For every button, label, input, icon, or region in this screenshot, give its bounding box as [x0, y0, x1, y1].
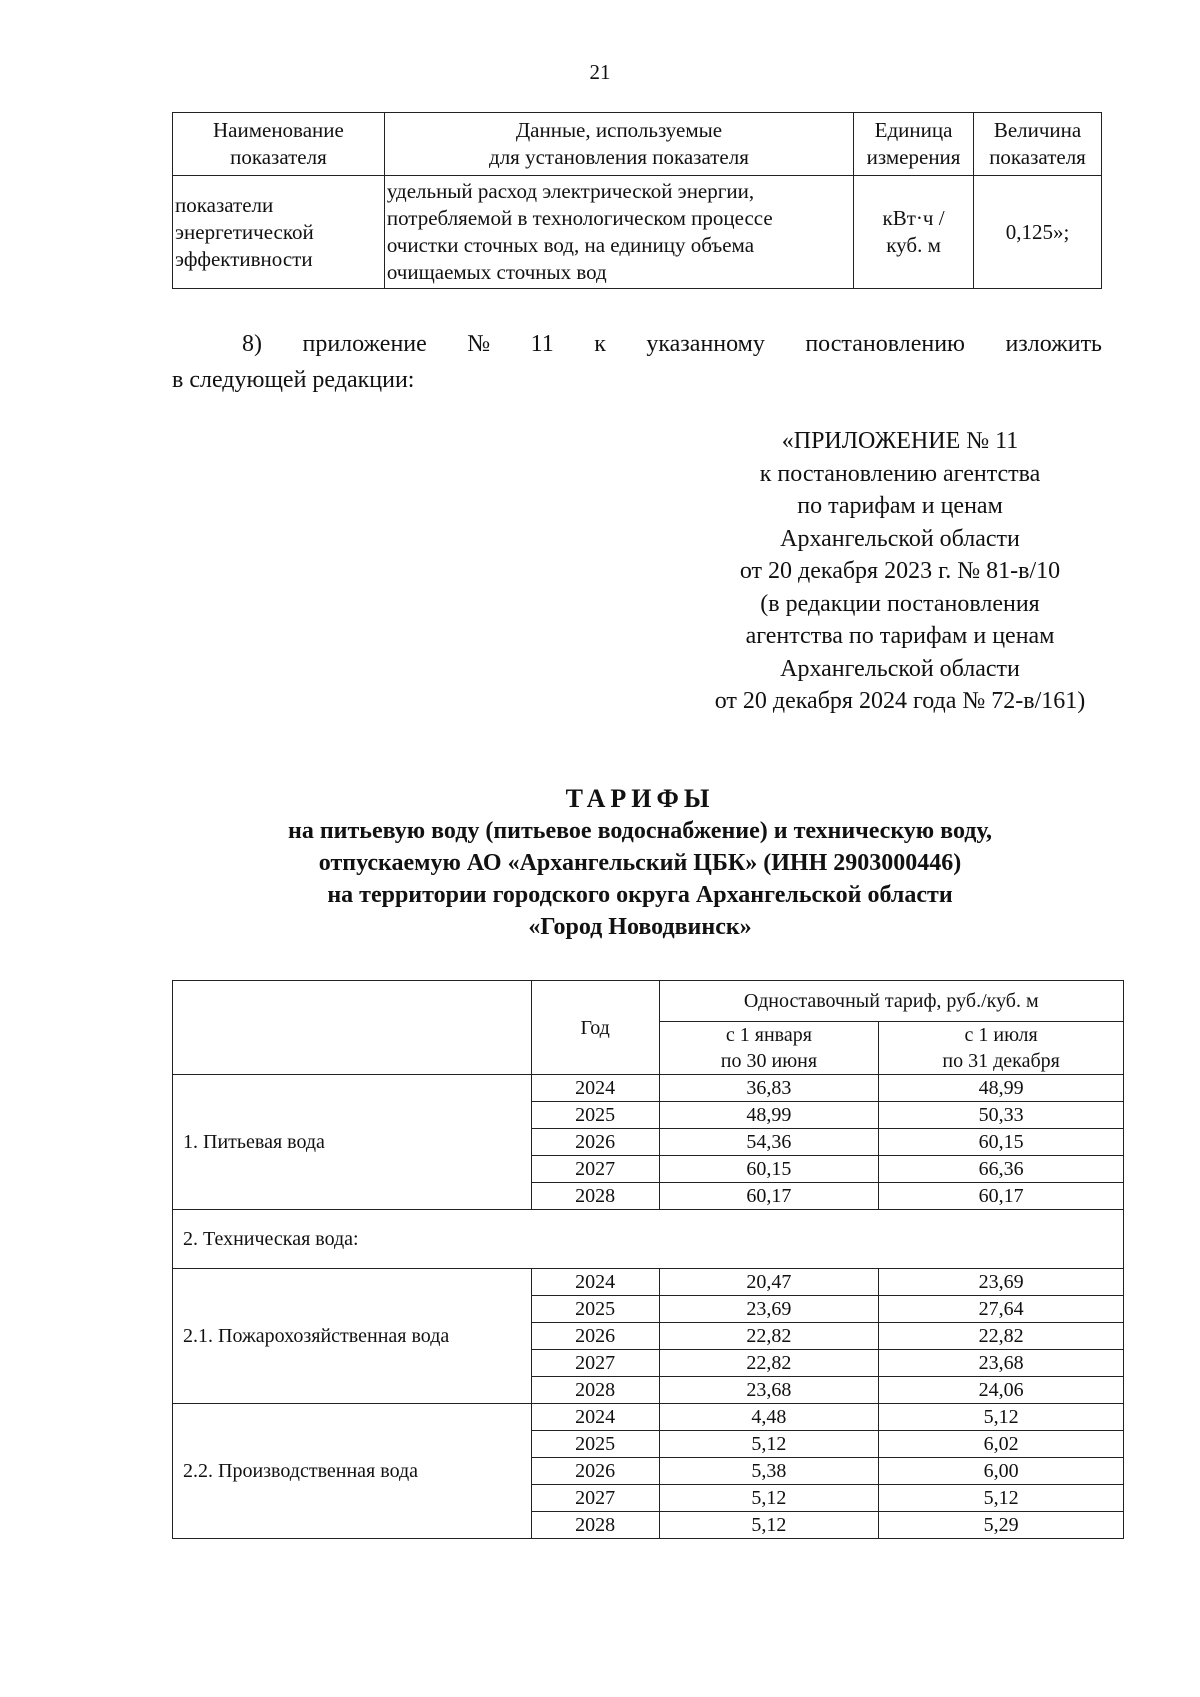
tariff-cell: 23,69	[659, 1296, 879, 1323]
tariff-cell: 27,64	[879, 1296, 1124, 1323]
tariff-cell: 36,83	[659, 1075, 879, 1102]
indicator-table-header	[173, 113, 1102, 176]
tariff-cell: 5,12	[659, 1485, 879, 1512]
year-cell: 2027	[531, 1485, 659, 1512]
header-empty	[173, 981, 532, 1075]
tariff-cell: 5,12	[659, 1512, 879, 1539]
year-cell: 2027	[531, 1156, 659, 1183]
year-cell: 2028	[531, 1512, 659, 1539]
year-cell: 2026	[531, 1458, 659, 1485]
header-name: Наименование показателя	[173, 113, 385, 176]
table-row	[173, 1269, 1124, 1296]
header-data: Данные, используемые для установления показателя	[384, 113, 853, 176]
tariff-cell: 5,29	[879, 1512, 1124, 1539]
tariff-header-row	[173, 981, 1124, 1022]
tariff-cell: 22,82	[879, 1323, 1124, 1350]
indicator-name: показатели энергетической эффективности	[173, 176, 385, 289]
tariff-cell: 20,47	[659, 1269, 879, 1296]
year-cell: 2026	[531, 1129, 659, 1156]
header-period-1: с 1 января по 30 июня	[659, 1022, 879, 1075]
year-cell: 2025	[531, 1296, 659, 1323]
indicator-table	[172, 112, 1102, 289]
table-row	[173, 176, 1102, 289]
tariff-table	[172, 980, 1124, 1539]
table-row	[173, 1075, 1124, 1102]
tariff-cell: 6,00	[879, 1458, 1124, 1485]
header-period-2: с 1 июля по 31 декабря	[879, 1022, 1124, 1075]
tariff-cell: 23,68	[659, 1377, 879, 1404]
year-cell: 2024	[531, 1075, 659, 1102]
appendix-block: «ПРИЛОЖЕНИЕ № 11 к постановлению агентства по тарифам и ценам Архангельской области от 20 декабря 2023 г. № 81-в/10 (в редакции постановления агентства по тарифам и ценам Архангельской области от 20 декабря 2024 года № 72-в/161)	[714, 428, 1086, 714]
year-cell: 2024	[531, 1404, 659, 1431]
tariff-cell: 5,12	[879, 1485, 1124, 1512]
table-row	[173, 1404, 1124, 1431]
group-label: 2.2. Производственная вода	[173, 1404, 532, 1539]
year-cell: 2024	[531, 1269, 659, 1296]
section-row	[173, 1210, 1124, 1269]
paragraph-line-1: 8) приложение № 11 к указанному постановлению изложить	[242, 331, 1102, 357]
tariff-cell: 5,12	[659, 1431, 879, 1458]
tariff-cell: 60,15	[879, 1129, 1124, 1156]
tariff-cell: 5,12	[879, 1404, 1124, 1431]
tariff-title: ТАРИФЫ на питьевую воду (питьевое водоснабжение) и техническую воду, отпускаемую АО «Архангельский ЦБК» (ИНН 2903000446) на территории городского округа Архангельской области «Город Новодвинск»	[120, 783, 1160, 943]
page-number: 21	[589, 60, 611, 84]
tariff-cell: 23,68	[879, 1350, 1124, 1377]
header-year: Год	[531, 981, 659, 1075]
tariff-cell: 60,17	[659, 1183, 879, 1210]
year-cell: 2025	[531, 1102, 659, 1129]
tariff-cell: 4,48	[659, 1404, 879, 1431]
tariff-cell: 48,99	[879, 1075, 1124, 1102]
header-tariff: Одноставочный тариф, руб./куб. м	[659, 981, 1123, 1022]
section-label: 2. Техническая вода:	[173, 1210, 1124, 1269]
tariff-cell: 50,33	[879, 1102, 1124, 1129]
year-cell: 2025	[531, 1431, 659, 1458]
paragraph-line-2: в следующей редакции:	[172, 367, 415, 393]
header-value: Величина показателя	[974, 113, 1102, 176]
tariff-cell: 22,82	[659, 1323, 879, 1350]
indicator-value: 0,125»;	[974, 176, 1102, 289]
amendment-paragraph	[172, 326, 1102, 398]
tariff-cell: 5,38	[659, 1458, 879, 1485]
tariff-cell: 48,99	[659, 1102, 879, 1129]
tariff-cell: 60,15	[659, 1156, 879, 1183]
tariff-cell: 23,69	[879, 1269, 1124, 1296]
year-cell: 2028	[531, 1183, 659, 1210]
year-cell: 2028	[531, 1377, 659, 1404]
tariff-cell: 22,82	[659, 1350, 879, 1377]
tariff-cell: 66,36	[879, 1156, 1124, 1183]
year-cell: 2026	[531, 1323, 659, 1350]
tariff-cell: 6,02	[879, 1431, 1124, 1458]
group-label: 2.1. Пожарохозяйственная вода	[173, 1269, 532, 1404]
year-cell: 2027	[531, 1350, 659, 1377]
tariff-cell: 60,17	[879, 1183, 1124, 1210]
indicator-unit: кВт·ч / куб. м	[854, 176, 974, 289]
indicator-data: удельный расход электрической энергии, потребляемой в технологическом процессе очистки сточных вод, на единицу объема очищаемых сточных вод	[384, 176, 853, 289]
tariff-cell: 54,36	[659, 1129, 879, 1156]
title-heading: ТАРИФЫ	[565, 784, 715, 813]
tariff-cell: 24,06	[879, 1377, 1124, 1404]
group-label: 1. Питьевая вода	[173, 1075, 532, 1210]
header-unit: Единица измерения	[854, 113, 974, 176]
